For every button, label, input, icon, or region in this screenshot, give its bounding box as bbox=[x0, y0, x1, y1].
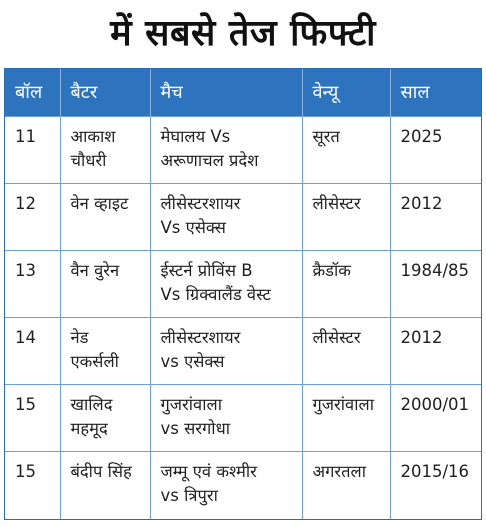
cell-venue: लीसेस्टर bbox=[302, 183, 390, 250]
header-match: मैच bbox=[150, 69, 302, 116]
table-row bbox=[5, 116, 482, 183]
table-row bbox=[5, 183, 482, 250]
cell-year: 2015/16 bbox=[390, 452, 482, 519]
cell-batter: वेन व्हाइट bbox=[60, 183, 150, 250]
cell-year: 2012 bbox=[390, 183, 482, 250]
table-row bbox=[5, 250, 482, 317]
cell-batter: नेड एकर्सली bbox=[60, 317, 150, 384]
cell-balls: 11 bbox=[5, 116, 60, 183]
header-venue: वेन्यू bbox=[302, 69, 390, 116]
cell-year: 2012 bbox=[390, 317, 482, 384]
cell-year: 2025 bbox=[390, 116, 482, 183]
records-table bbox=[4, 68, 482, 520]
cell-match: जम्मू एवं कश्मीर vs त्रिपुरा bbox=[150, 452, 302, 519]
cell-batter: वैन वुरेन bbox=[60, 250, 150, 317]
cell-year: 1984/85 bbox=[390, 250, 482, 317]
cell-venue: लीसेस्टर bbox=[302, 317, 390, 384]
cell-match: लीसेस्टरशायर Vs एसेक्स bbox=[150, 183, 302, 250]
table-header-row bbox=[5, 69, 482, 116]
cell-balls: 15 bbox=[5, 385, 60, 452]
table-row bbox=[5, 452, 482, 519]
cell-batter: बंदीप सिंह bbox=[60, 452, 150, 519]
cell-match: ईस्टर्न प्रोविंस B Vs ग्रिक्वालैंड वेस्ट bbox=[150, 250, 302, 317]
header-year: साल bbox=[400, 82, 430, 104]
cell-venue: क्रैडॉक bbox=[302, 250, 390, 317]
cell-venue: सूरत bbox=[302, 116, 390, 183]
table-row bbox=[5, 385, 482, 452]
cell-batter: खालिद महमूद bbox=[60, 385, 150, 452]
cell-venue: अगरतला bbox=[302, 452, 390, 519]
cell-year: 2000/01 bbox=[390, 385, 482, 452]
cell-balls: 14 bbox=[5, 317, 60, 384]
page-title: में सबसे तेज फिफ्टी bbox=[110, 12, 376, 54]
cell-match: मेघालय Vs अरूणाचल प्रदेश bbox=[150, 116, 302, 183]
cell-venue: गुजरांवाला bbox=[302, 385, 390, 452]
header-batter: बैटर bbox=[60, 69, 150, 116]
cell-match: गुजरांवाला vs सरगोधा bbox=[150, 385, 302, 452]
cell-balls: 15 bbox=[5, 452, 60, 519]
cell-batter: आकाश चौधरी bbox=[60, 116, 150, 183]
cell-balls: 12 bbox=[5, 183, 60, 250]
cell-balls: 13 bbox=[5, 250, 60, 317]
header-balls: बॉल bbox=[5, 69, 60, 116]
table-row bbox=[5, 317, 482, 384]
cell-match: लीसेस्टरशायर vs एसेक्स bbox=[150, 317, 302, 384]
